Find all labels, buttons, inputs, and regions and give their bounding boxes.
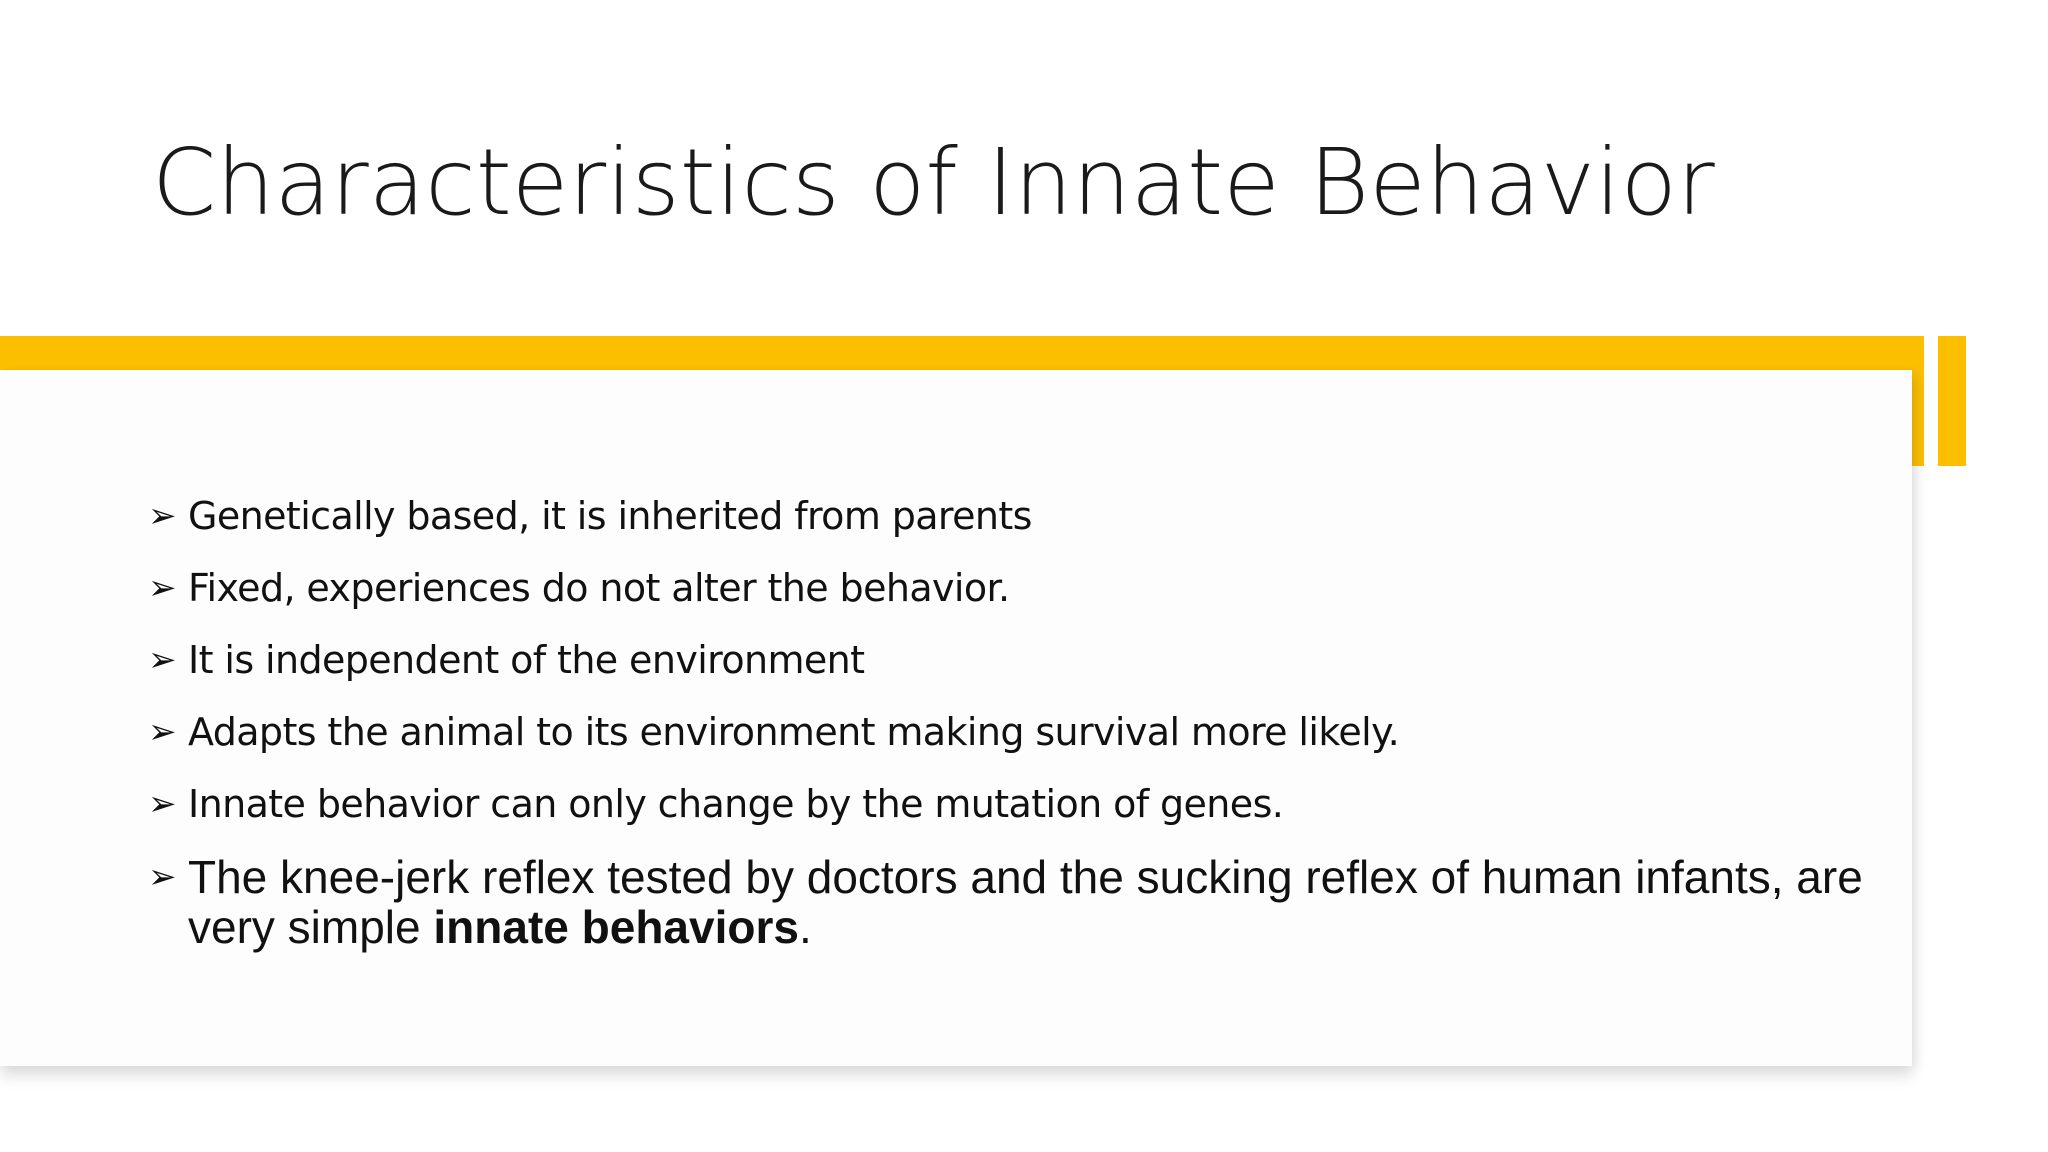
list-item [148, 708, 1888, 756]
arrow-bullet-icon: ➢ [148, 712, 176, 752]
bullet-text: Genetically based, it is inherited from parents [188, 494, 1032, 538]
list-item [148, 492, 1888, 540]
arrow-bullet-icon: ➢ [148, 857, 177, 897]
bold-term: innate behaviors [433, 901, 799, 953]
bullet-list [148, 492, 1888, 952]
accent-vertical-bar [1912, 336, 1924, 466]
arrow-bullet-icon: ➢ [148, 640, 176, 680]
bullet-text-end: . [798, 901, 812, 953]
arrow-bullet-icon: ➢ [148, 568, 176, 608]
accent-bar [0, 336, 1924, 370]
bullet-text: Fixed, experiences do not alter the behavior. [188, 566, 1010, 610]
list-item [148, 636, 1888, 684]
bullet-text: Innate behavior can only change by the mutation of genes. [188, 782, 1284, 826]
bullet-text: The knee-jerk reflex tested by doctors and the sucking reflex of human infants, are very simple [188, 851, 1863, 953]
accent-vertical-bar [1938, 336, 1966, 466]
arrow-bullet-icon: ➢ [148, 496, 176, 536]
list-item [148, 564, 1888, 612]
slide-title: Characteristics of Innate Behavior [152, 129, 1715, 236]
list-item [148, 852, 1888, 952]
list-item [148, 780, 1888, 828]
arrow-bullet-icon: ➢ [148, 784, 176, 824]
bullet-text: It is independent of the environment [188, 638, 865, 682]
bullet-text: Adapts the animal to its environment making survival more likely. [188, 710, 1400, 754]
